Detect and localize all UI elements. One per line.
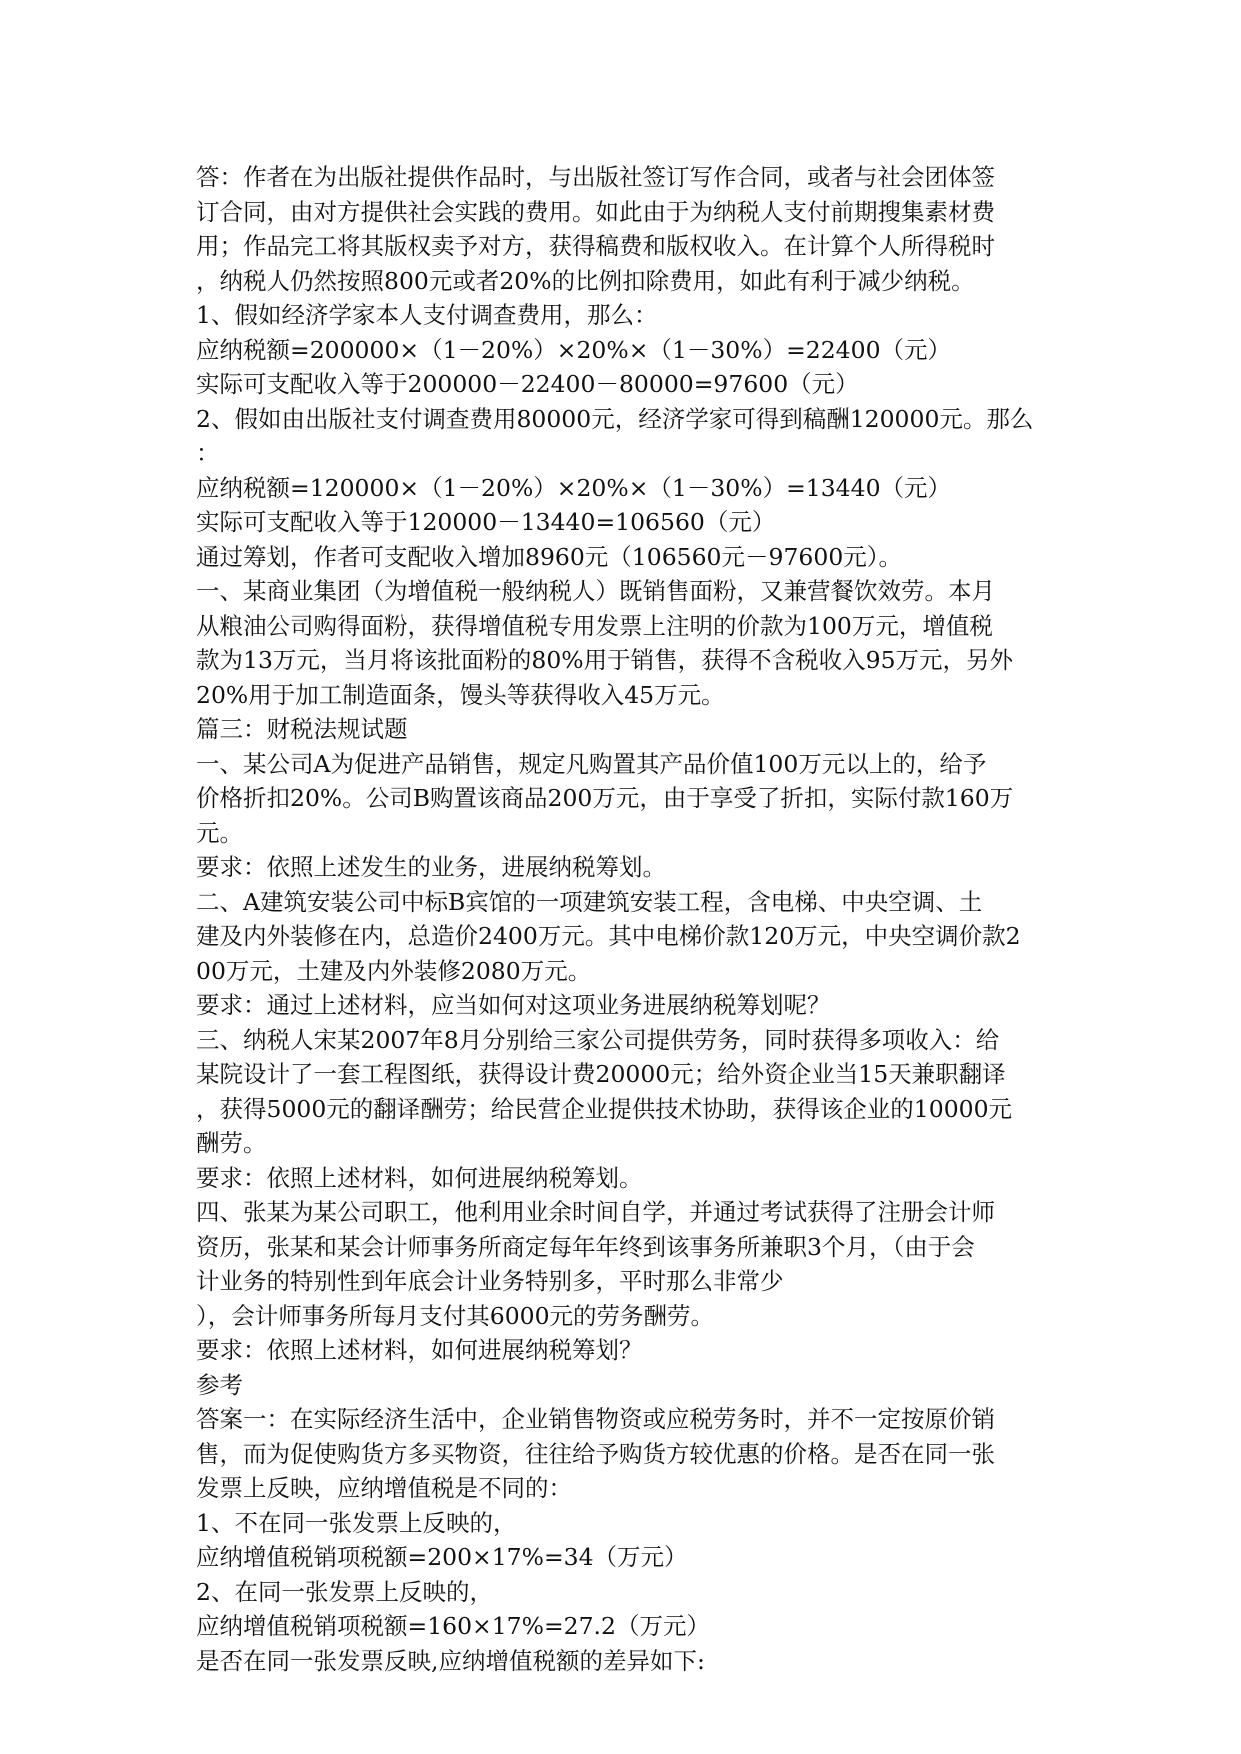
text-line: 是否在同一张发票反映,应纳增值税额的差异如下:	[196, 1646, 705, 1675]
text-line: 某院设计了一套工程图纸，获得设计费20000元；给外资企业当15天兼职翻译	[196, 1060, 1006, 1088]
text-line: 建及内外装修在内，总造价2400万元。其中电梯价款120万元，中央空调价款2	[196, 922, 1021, 950]
text-line: 答：作者在为出版社提供作品时，与出版社签订写作合同，或者与社会团体签	[196, 163, 995, 191]
text-line: 1、假如经济学家本人支付调查费用，那么：	[196, 301, 658, 329]
text-line: 2、在同一张发票上反映的，	[196, 1577, 493, 1606]
text-line: 2、假如由出版社支付调查费用80000元，经济学家可得到稿酬120000元。那么	[196, 404, 1034, 433]
text-line: 要求：依照上述材料，如何进展纳税筹划。	[196, 1163, 643, 1192]
text-line: ：	[196, 439, 220, 467]
text-line: 应纳增值税销项税额=160×17%=27.2（万元）	[196, 1612, 710, 1640]
text-line: 实际可支配收入等于120000－13440=106560（元）	[196, 508, 776, 536]
text-line: 二、A建筑安装公司中标B宾馆的一项建筑安装工程，含电梯、中央空调、土	[196, 887, 983, 916]
text-line: ，获得5000元的翻译酬劳；给民营企业提供技术协助，获得该企业的10000元	[196, 1094, 1013, 1123]
text-line: 参考	[196, 1370, 243, 1399]
text-line: 订合同，由对方提供社会实践的费用。如此由于为纳税人支付前期搜集素材费	[196, 197, 995, 226]
document-body	[196, 160, 1058, 1678]
text-line: 一、某公司A为促进产品销售，规定凡购置其产品价值100万元以上的，给予	[196, 749, 987, 778]
text-line: 资历，张某和某会计师事务所商定每年年终到该事务所兼职3个月，（由于会	[196, 1232, 975, 1261]
text-line: 用；作品完工将其版权卖予对方，获得稿费和版权收入。在计算个人所得税时	[196, 232, 995, 260]
text-line: 通过筹划，作者可支配收入增加8960元（106560元－97600元）。	[196, 542, 903, 571]
text-line: 元。	[196, 818, 243, 847]
text-line: 应纳税额=120000×（1－20%）×20%×（1－30%）=13440（元）	[196, 473, 952, 502]
text-line: 计业务的特别性到年底会计业务特别多，平时那么非常少	[196, 1267, 784, 1295]
text-line: 实际可支配收入等于200000－22400－80000=97600（元）	[196, 370, 859, 398]
text-line: 应纳税额=200000×（1－20%）×20%×（1－30%）=22400（元）	[196, 335, 952, 364]
text-line: 酬劳。	[196, 1129, 267, 1157]
text-line: ），会计师事务所每月支付其6000元的劳务酬劳。	[196, 1301, 715, 1330]
text-line: 从粮油公司购得面粉，获得增值税专用发票上注明的价款为100万元，增值税	[196, 611, 993, 640]
text-line: 四、张某为某公司职工，他利用业余时间自学，并通过考试获得了注册会计师	[196, 1198, 995, 1226]
text-line: 20%用于加工制造面条，馒头等获得收入45万元。	[196, 680, 725, 709]
text-line: 要求：依照上述材料，如何进展纳税筹划？	[196, 1336, 643, 1364]
text-line: 售，而为促使购货方多买物资，往往给予购货方较优惠的价格。是否在同一张	[196, 1439, 995, 1468]
text-line: 要求：依照上述发生的业务，进展纳税筹划。	[196, 853, 666, 881]
text-line: 要求：通过上述材料，应当如何对这项业务进展纳税筹划呢？	[196, 991, 831, 1019]
text-line: 1、不在同一张发票上反映的，	[196, 1508, 517, 1537]
text-line: 篇三：财税法规试题	[196, 715, 408, 743]
text-line: 应纳增值税销项税额=200×17%=34（万元）	[196, 1543, 688, 1571]
text-line: 三、纳税人宋某2007年8月分别给三家公司提供劳务，同时获得多项收入：给	[196, 1025, 1000, 1054]
text-line: 价格折扣20%。公司B购置该商品200万元，由于享受了折扣，实际付款160万	[196, 784, 1014, 812]
text-line: ，纳税人仍然按照800元或者20%的比例扣除费用，如此有利于减少纳税。	[196, 266, 975, 295]
text-line: 一、某商业集团（为增值税一般纳税人）既销售面粉，又兼营餐饮效劳。本月	[196, 577, 995, 605]
text-line: 00万元，土建及内外装修2080万元。	[196, 956, 592, 985]
text-line: 答案一：在实际经济生活中，企业销售物资或应税劳务时，并不一定按原价销	[196, 1405, 995, 1433]
text-line: 发票上反映，应纳增值税是不同的：	[196, 1474, 572, 1502]
text-line: 款为13万元，当月将该批面粉的80%用于销售，获得不含税收入95万元，另外	[196, 646, 1014, 674]
